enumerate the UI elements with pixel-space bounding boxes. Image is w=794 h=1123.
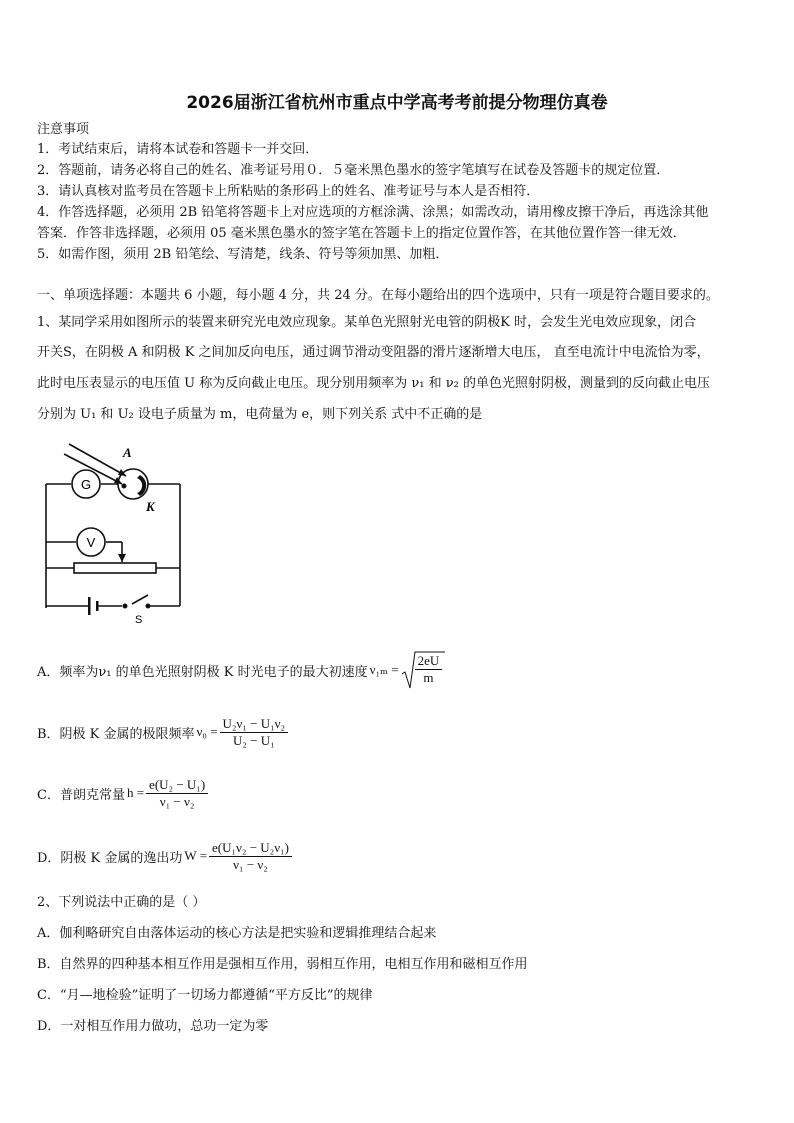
option-b-text: B．阴极 K 金属的极限频率 — [37, 726, 195, 742]
option-d-fraction — [209, 840, 292, 873]
option-b-denominator: U₂ − U₁ — [232, 732, 275, 748]
notice-item: 3．请认真核对监考员在答题卡上所粘贴的条形码上的姓名、准考证号与本人是否相符． — [37, 184, 540, 199]
option-b-fraction — [220, 716, 289, 749]
question-1-stem: 此时电压表显示的电压值 U 称为反向截止电压。现分别用频率为 ν₁ 和 ν₂ 的单色光照射阴极，测量到的反向截止电压 — [37, 376, 710, 391]
question-1-stem: 分别为 U₁ 和 U₂ 设电子质量为 m，电荷量为 e，则下列关系 式中不正确的是 — [37, 407, 483, 422]
notice-item: 2．答题前，请务必将自己的姓名、准考证号用０．５毫米黑色墨水的签字笔填写在试卷及答题卡的规定位置． — [37, 163, 670, 178]
option-d — [37, 836, 294, 876]
question-1-stem: 开关S，在阴极 A 和阴极 K 之间加反向电压，通过调节滑动变阻器的滑片逐渐增大电压， 直至电流计中电流恰为零， — [37, 345, 710, 360]
option-a-fraction — [415, 653, 443, 686]
option-b-formula-lhs: ν₀ = — [196, 724, 218, 739]
option-a-numerator: 2eU — [415, 653, 443, 670]
page-title: 2026届浙江省杭州市重点中学高考考前提分物理仿真卷 — [186, 93, 608, 113]
option-c-formula-lhs: h = — [126, 785, 145, 800]
notice-heading: 注意事项 — [37, 122, 90, 137]
question-2-stem: 2、下列说法中正确的是（ ） — [37, 895, 206, 910]
question-2-option-b: B．自然界的四种基本相互作用是强相互作用，弱相互作用，电相互作用和磁相互作用 — [37, 957, 528, 972]
switch-label: S — [135, 614, 143, 626]
question-2-option-d: D．一对相互作用力做功，总功一定为零 — [37, 1019, 269, 1034]
notice-item: 1．考试结束后，请将本试卷和答题卡一并交回． — [37, 142, 319, 157]
option-d-numerator: e(U₁ν₂ − U₂ν₁) — [209, 840, 292, 857]
option-b-numerator: U₂ν₁ − U₁ν₂ — [220, 716, 289, 733]
option-c-denominator: ν₁ − ν₂ — [159, 793, 195, 809]
anode-label: A — [123, 445, 132, 460]
section-heading: 一、单项选择题：本题共 6 小题，每小题 4 分，共 24 分。在每小题给出的四个选项中，只有一项是符合题目要求的。 — [37, 288, 719, 303]
question-2-option-c: C．“月—地检验”证明了一切场力都遵循“平方反比”的规律 — [37, 988, 373, 1003]
option-a-denominator: m — [423, 670, 434, 685]
notice-item: 5．如需作图，须用 2B 铅笔绘、写清楚，线条、符号等须加黑、加粗． — [37, 247, 449, 262]
option-c-fraction — [146, 777, 208, 810]
option-a — [37, 650, 445, 690]
question-2-option-a: A．伽利略研究自由落体运动的核心方法是把实验和逻辑推理结合起来 — [37, 926, 437, 941]
option-c-text: C．普朗克常量 — [37, 787, 125, 803]
option-a-text: A．频率为ν₁ 的单色光照射阴极 K 时光电子的最大初速度 — [37, 664, 368, 680]
square-root — [401, 650, 445, 690]
question-1-stem: 1、某同学采用如图所示的装置来研究光电效应现象。某单色光照射光电管的阴极K 时，会发生光电效应现象，闭合 — [37, 315, 697, 330]
option-a-formula-lhs: ν₁ₘ = — [369, 662, 399, 677]
option-c-numerator: e(U₂ − U₁) — [146, 777, 208, 794]
option-d-text: D．阴极 K 金属的逸出功 — [37, 850, 183, 866]
cathode-label: K — [146, 499, 155, 514]
notice-item: 4．作答选择题，必须用 2B 铅笔将答题卡上对应选项的方框涂满、涂黑；如需改动，请用橡皮擦干净后，再选涂其他 — [37, 205, 709, 220]
notice-item: 答案．作答非选择题，必须用 05 毫米黑色墨水的签字笔在答题卡上的指定位置作答，在其他位置作答一律无效． — [37, 226, 686, 241]
voltmeter-label: V — [86, 535, 96, 550]
galvanometer-label: G — [80, 477, 92, 492]
option-d-formula-lhs: W = — [184, 848, 208, 863]
option-d-denominator: ν₁ − ν₂ — [233, 856, 268, 872]
option-b — [37, 712, 290, 752]
option-c — [37, 773, 210, 813]
photoelectric-circuit-diagram — [36, 438, 196, 630]
